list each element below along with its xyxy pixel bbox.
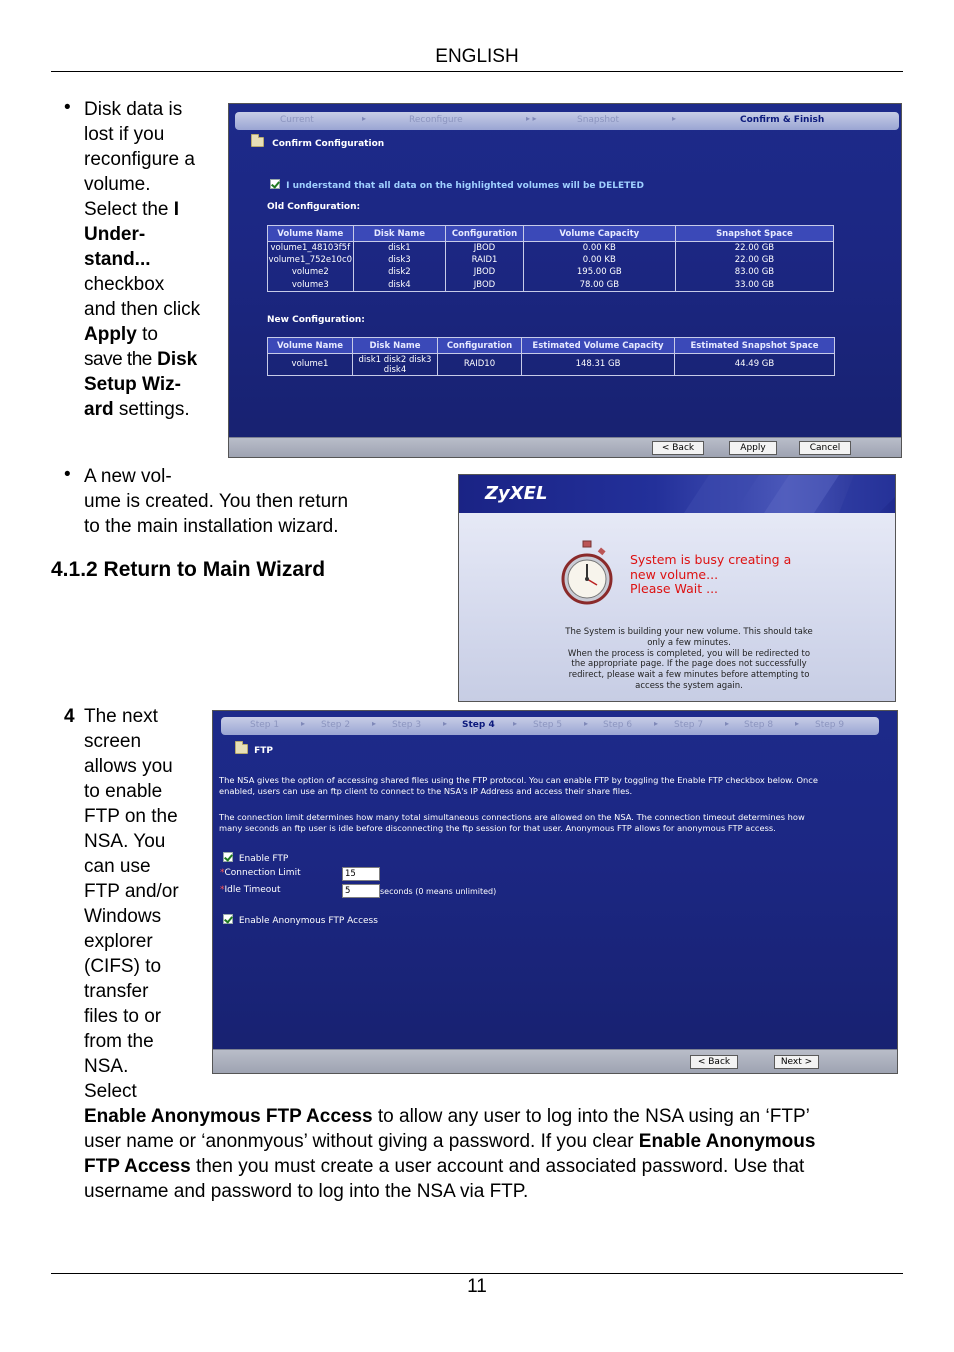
panel-title: Confirm Configuration [251, 137, 384, 149]
button-bar [229, 437, 901, 457]
step-number: 4 [64, 706, 75, 727]
idle-timeout-hint: seconds (0 means unlimited) [380, 887, 497, 896]
table-row: volume1_48103f5f disk1 JBOD 0.00 KB 22.00 GB [268, 242, 834, 255]
tab-step-3[interactable]: Step 3 [392, 720, 422, 730]
section-heading: 4.1.2 Return to Main Wizard [51, 558, 326, 581]
connection-limit-label: *Connection Limit [220, 868, 301, 878]
ftp-description: The NSA gives the option of accessing shared files using the FTP protocol. You can enable FTP by toggling the Enable FTP checkbox below. Once enabled, users can use an ftp client to connect to the NSA's IP Address and access their share files. [219, 775, 818, 796]
back-button[interactable]: < Back [690, 1055, 738, 1069]
button-bar [213, 1049, 897, 1073]
bullet: • [64, 97, 71, 118]
table-row: volume2 disk2 JBOD 195.00 GB 83.00 GB [268, 267, 834, 280]
table-row: volume3 disk4 JBOD 78.00 GB 33.00 GB [268, 279, 834, 292]
zyxel-logo: ZyXEL [485, 483, 548, 504]
col-disk-name: Disk Name [353, 338, 438, 354]
tab-arrow-icon: ▸ [301, 719, 306, 728]
section1-text: Disk data is lost if you reconfigure a volume. Select the I Under- stand... checkbox and then click Apply to save the Disk Setup Wiz- ard settings. [84, 99, 201, 420]
col-configuration: Configuration [438, 338, 522, 354]
busy-body [459, 513, 895, 701]
back-button[interactable]: < Back [652, 441, 704, 455]
ftp-settings-screenshot [212, 710, 898, 1074]
tab-step-1[interactable]: Step 1 [250, 720, 280, 730]
tab-step-2[interactable]: Step 2 [321, 720, 351, 730]
bullet: • [64, 464, 71, 485]
col-disk-name: Disk Name [353, 226, 446, 242]
idle-timeout-input[interactable]: 5 [342, 884, 380, 898]
tab-step-7[interactable]: Step 7 [674, 720, 704, 730]
folder-icon [251, 137, 264, 147]
page-number: 11 [467, 1276, 487, 1297]
tab-arrow-icon: ▸ [584, 719, 589, 728]
tab-confirm-finish[interactable]: Confirm & Finish [740, 115, 825, 125]
stopwatch-icon [559, 539, 613, 609]
old-config-table [267, 225, 834, 292]
col-estimated-volume-capacity: Estimated Volume Capacity [522, 338, 675, 354]
header-language: ENGLISH [435, 46, 519, 67]
tab-arrow-icon: ▸ ▸ [526, 114, 537, 123]
next-button[interactable]: Next > [774, 1055, 819, 1069]
cancel-button[interactable]: Cancel [799, 441, 851, 455]
tab-arrow-icon: ▸ [372, 719, 377, 728]
enable-ftp-checkbox[interactable] [223, 852, 233, 862]
header-rule [51, 71, 903, 72]
zyxel-banner [459, 475, 895, 513]
table-row: volume1_752e10c0 disk3 RAID1 0.00 KB 22.00 GB [268, 254, 834, 267]
col-volume-name: Volume Name [268, 226, 354, 242]
step4-text: The next screen allows you to enable FTP on the NSA. You can use FTP and/or Windows explorer (CIFS) to transfer files to or from the NSA. Select [84, 706, 179, 1102]
tab-step-4[interactable]: Step 4 [462, 720, 495, 730]
wizard-step-bar [221, 717, 879, 735]
tab-arrow-icon: ▸ [513, 719, 518, 728]
apply-button[interactable]: Apply [729, 441, 777, 455]
busy-message: System is busy creating a new volume... Please Wait ... [630, 552, 792, 596]
anonymous-ftp-row[interactable]: Enable Anonymous FTP Access [223, 914, 378, 926]
understand-checkbox[interactable] [270, 179, 280, 189]
tab-step-8[interactable]: Step 8 [744, 720, 774, 730]
idle-timeout-label: *Idle Timeout [220, 885, 281, 895]
tab-snapshot[interactable]: Snapshot [577, 115, 620, 125]
panel-title: FTP [235, 744, 273, 756]
step4-paragraph: Enable Anonymous FTP Access to allow any user to log into the NSA using an ‘FTP’ user name or ‘anonmyous’ without giving a password. If you clear Enable Anonymous FTP Access then you must create a user account and associated password. Use that username and password to log into the NSA via FTP. [84, 1106, 816, 1202]
col-volume-name: Volume Name [268, 338, 353, 354]
col-snapshot-space: Snapshot Space [675, 226, 833, 242]
tab-current[interactable]: Current [280, 115, 314, 125]
tab-arrow-icon: ▸ [795, 719, 800, 728]
new-config-table [267, 337, 835, 376]
folder-icon [235, 744, 248, 754]
tab-arrow-icon: ▸ [443, 719, 448, 728]
footer-rule [51, 1273, 903, 1274]
tab-arrow-icon: ▸ [672, 114, 677, 123]
busy-info-text: The System is building your new volume. This should take only a few minutes. When the process is completed, you will be redirected to the appropriate page. If the page does not successfully redirect, please wait a few minutes before attempting to access the system again. [565, 627, 813, 691]
connection-limit-input[interactable]: 15 [342, 867, 380, 881]
tab-arrow-icon: ▸ [654, 719, 659, 728]
old-config-label: Old Configuration: [267, 202, 361, 212]
tab-step-6[interactable]: Step 6 [603, 720, 633, 730]
wizard-tab-bar [235, 112, 899, 130]
table-row: volume1 disk1 disk2 disk3 disk4 RAID10 148.31 GB 44.49 GB [268, 354, 835, 376]
col-volume-capacity: Volume Capacity [523, 226, 675, 242]
col-configuration: Configuration [446, 226, 524, 242]
tab-arrow-icon: ▸ [362, 114, 367, 123]
tab-step-9[interactable]: Step 9 [815, 720, 845, 730]
tab-step-5[interactable]: Step 5 [533, 720, 563, 730]
col-estimated-snapshot-space: Estimated Snapshot Space [675, 338, 835, 354]
tab-arrow-icon: ▸ [725, 719, 730, 728]
enable-ftp-row[interactable]: Enable FTP [223, 852, 288, 864]
anonymous-ftp-checkbox[interactable] [223, 914, 233, 924]
understand-checkbox-row[interactable]: I understand that all data on the highlighted volumes will be DELETED [270, 179, 644, 191]
connection-description: The connection limit determines how many total simultaneous connections are allowed on the NSA. The connection timeout determines how many seconds an ftp user is idle before disconnecting the ftp session for that user. Anonymous FTP allows for anonymous FTP access. [219, 812, 805, 833]
tab-reconfigure[interactable]: Reconfigure [409, 115, 463, 125]
system-busy-screenshot [458, 474, 896, 702]
new-config-label: New Configuration: [267, 315, 365, 325]
confirm-configuration-screenshot [228, 103, 902, 458]
section2-text: A new vol- ume is created. You then return to the main installation wizard. [84, 466, 349, 537]
